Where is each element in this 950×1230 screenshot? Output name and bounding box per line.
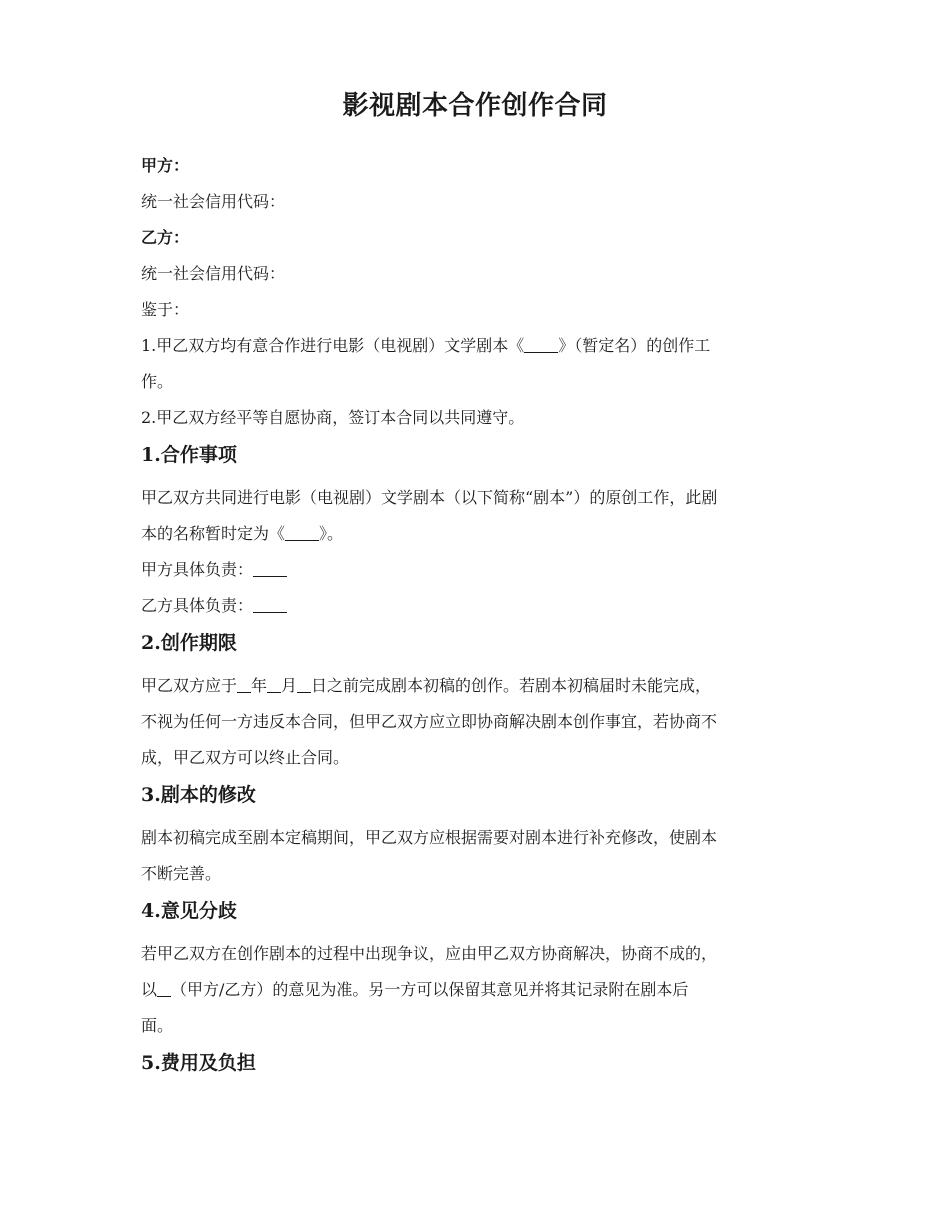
section-4-line-3: 面。 <box>141 1016 174 1035</box>
script-name-blank <box>285 524 319 541</box>
month-label: 月 <box>281 676 298 695</box>
party-b-duty-blank <box>253 596 287 613</box>
section-2-text-a: 甲乙双方应于 <box>141 676 238 695</box>
document-body <box>141 148 813 1082</box>
party-b-label: 乙方： <box>141 228 190 247</box>
section-1-text-b: 本的名称暂时定为《 <box>141 524 286 543</box>
section-3-line-2: 不断完善。 <box>141 864 222 883</box>
section-heading-2: 2.创作期限 <box>141 632 237 654</box>
party-a-duty-blank <box>253 560 287 577</box>
party-a-label: 甲方： <box>141 156 190 175</box>
section-heading-4: 4.意见分歧 <box>141 900 237 922</box>
section-4-line-1: 若甲乙双方在创作剧本的过程中出现争议，应由甲乙双方协商解决，协商不成的， <box>141 944 718 963</box>
section-2-line-3: 成，甲乙双方可以终止合同。 <box>141 748 350 767</box>
document-title: 影视剧本合作创作合同 <box>342 91 608 121</box>
section-1-paragraph-line-1: 甲乙双方共同进行电影（电视剧）文学剧本（以下简称“剧本”）的原创工作，此剧 <box>141 488 718 507</box>
party-a-duty-label: 甲方具体负责： <box>141 560 254 579</box>
section-1-text-c: 》。 <box>319 524 344 543</box>
section-2-line-2: 不视为任何一方违反本合同，但甲乙双方应立即协商解决剧本创作事宜，若协商不 <box>141 712 718 731</box>
whereas-item-1-cont: 作。 <box>141 372 174 391</box>
script-title-blank <box>524 336 558 353</box>
whereas-item-2: 2.甲乙双方经平等自愿协商，签订本合同以共同遵守。 <box>141 408 525 427</box>
section-1-paragraph-line-2 <box>141 516 813 552</box>
section-heading-3: 3.剧本的修改 <box>141 784 256 806</box>
section-heading-5: 5.费用及负担 <box>141 1052 256 1074</box>
party-b-duty-label: 乙方具体负责： <box>141 596 254 615</box>
whereas-label: 鉴于： <box>141 300 190 319</box>
year-blank <box>237 676 251 693</box>
section-4-text-b2: （甲方/乙方）的意见为准。另一方可以保留其意见并将其记录附在剧本后 <box>171 980 689 999</box>
month-blank <box>267 676 281 693</box>
whereas-item-1-text-b: 》（暂定名）的创作工 <box>558 336 711 355</box>
day-blank <box>297 676 311 693</box>
section-2-text-b: 日之前完成剧本初稿的创作。若剧本初稿届时未能完成， <box>311 676 712 695</box>
section-heading-1: 1.合作事项 <box>141 444 237 466</box>
opinion-party-blank <box>157 980 171 997</box>
party-a-credit-code: 统一社会信用代码： <box>141 192 286 211</box>
section-3-line-1: 剧本初稿完成至剧本定稿期间，甲乙双方应根据需要对剧本进行补充修改，使剧本 <box>141 828 718 847</box>
whereas-item-1 <box>141 328 813 364</box>
whereas-item-1-text-a: 1.甲乙双方均有意合作进行电影（电视剧）文学剧本《 <box>141 336 525 355</box>
section-4-line-2 <box>141 972 813 1008</box>
party-b-duty <box>141 588 813 624</box>
party-a-duty <box>141 552 813 588</box>
section-2-line-1 <box>141 668 813 704</box>
party-b-credit-code: 统一社会信用代码： <box>141 264 286 283</box>
year-label: 年 <box>251 676 268 695</box>
section-4-text-b1: 以 <box>141 980 158 999</box>
